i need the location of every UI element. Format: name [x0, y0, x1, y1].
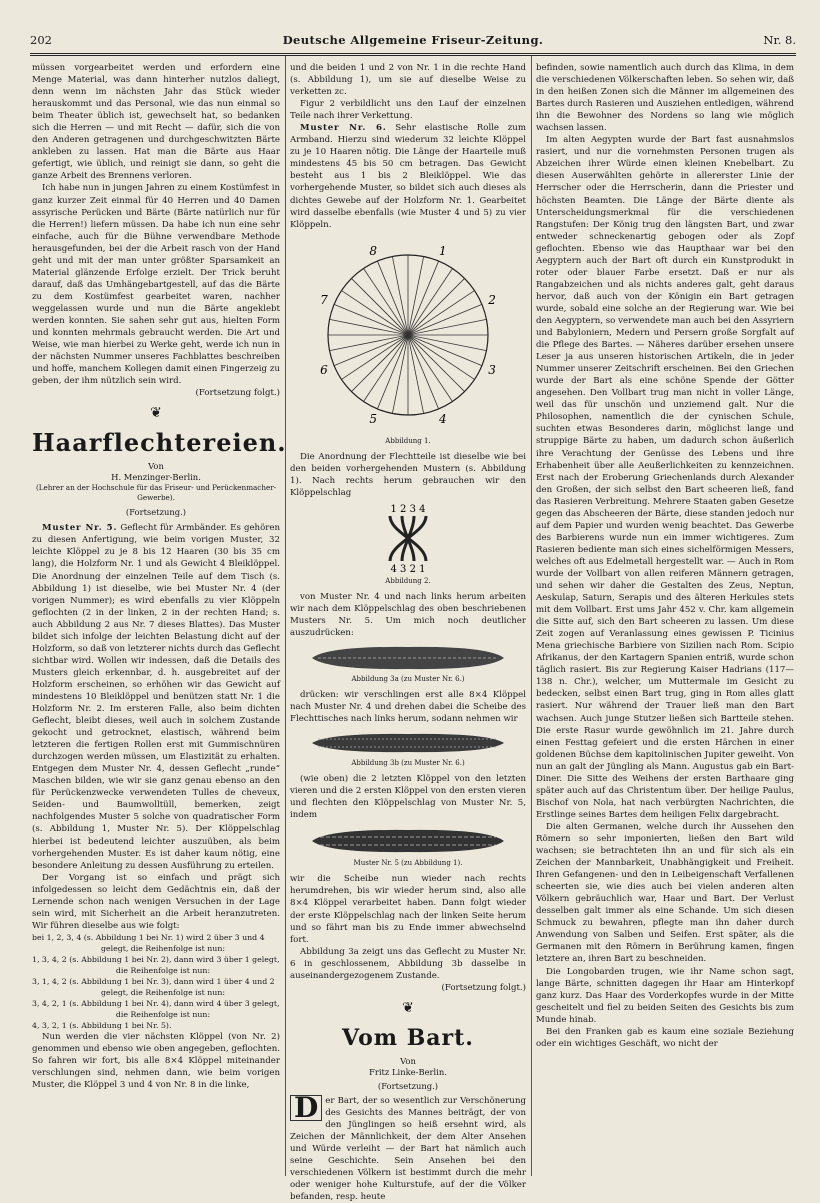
figure-pattern-5-caption: Muster Nr. 5 (zu Abbildung 1).: [353, 859, 463, 868]
ornament-icon: ❦: [150, 405, 162, 422]
paragraph: Die alten Germanen, welche durch ihr Aussehen den Römern so sehr imponierten, ließen den Bart wild wachsen; sie betrachteten ihn an und für sich als ein Zeichen der Mannbarkeit, Unabhängigkeit und Freiheit. Ihren Gefangenen- und den in Leibeigenschaft Verfallenen scheerten sie, wie dies auch bei vielen anderen alten Völkern gebräuchlich war, Haar und Bart. Der Verlust desselben galt immer als eine Schande. Um sich diesen Schmuck zu bewahren, pflegte man ihn daher durch Anwendung von Salben und Seifen. Erst später, als die Germanen mit den Römern in Berührung kamen, fingen letztere an, ihren Bart zu beschneiden.: [536, 821, 794, 965]
pattern-label: Muster Nr. 6.: [300, 123, 387, 134]
paragraph: befinden, sowie namentlich auch durch das Klima, in dem die verschiedenen Völkerschaften leben. So sehen wir, daß in den heißen Zonen sich die Männer im allgemeinen des Bartes durch Rasieren und Ausziehen entledigen, während ihn die Bewohner des Nordens so lang wie möglich wachsen lassen.: [536, 63, 794, 134]
figure-3b-caption: Abbildung 3b (zu Muster Nr. 6.): [351, 759, 465, 768]
paragraph: Abbildung 3a zeigt uns das Geflecht zu Muster Nr. 6 in geschlossenem, Abbildung 3b dasselbe in auseinandergezogenem Zustande.: [290, 946, 526, 981]
article-title-haarflechtereien: Haarflechtereien.: [32, 428, 287, 458]
figure-3a-braid-closed: [308, 643, 508, 673]
byline-von: Von: [400, 1055, 416, 1066]
step: 3, 4, 2, 1 (s. Abbildung 1 bei Nr. 4), dann wird 4 über 3 gelegt,: [32, 998, 280, 1008]
paragraph: (wie oben) die 2 letzten Klöppel von den letzten vieren und die 2 ersten Klöppel von den ersten vieren und flechten den Klöppelschlag von Muster Nr. 5, indem: [290, 774, 526, 821]
paragraph: Im alten Aegypten wurde der Bart fast ausnahmslos rasiert, und nur die vornehmsten Personen trugen als Abzeichen ihrer Würde einen kleinen Knebelbart. Zu diesen Auserwählten gehörte in allererster Linie der Herrscher oder die Herrscherin, dann die Priester und höchsten Beamten. Die Länge der Bärte diente als Unterscheidungsmerkmal für die verschiedenen Rangstufen: Der König trug den längsten Bart, und zwar entweder schneckenartig gebogen oder als Zopf geflochten. Ebenso wie das Haupthaar war bei den Aegyptern auch der Bart oft durch ein Kunstprodukt in roter oder blauer Farbe ersetzt. Daß er nur als Rangabzeichen und als nichts anderes galt, geht daraus hervor, daß auch von der Königin ein Bart getragen wurde, sobald eine solche an der Regierung war. Wie bei den Aegyptern, so verwendete man auch bei den Assyriern und Babyloniern, Medern und Persern große Sorgfalt auf die Pflege des Bartes. — Näheres darüber ersehen unsere Leser ja aus unseren historischen Artikeln, die in jeder Nummer unserer Zeitschrift erscheinen. Bei den Griechen wurde der Bart als eine schöne Spende der Götter angesehen. Den Vollbart trug man nicht in voller Länge, weil das für unschön und unziemend galt. Nur die Philosophen, namentlich die der cynischen Schule, suchten etwas Besonderes darin, möglichst lange und struppige Bärte zu haben, um dadurch schon äußerlich ihre Verachtung der Genüsse des Lebens und ihre Erhabenheit über alle Aeußerlichkeiten zu kennzeichnen. Erst nach der Eroberung Griechenlands durch Alexander den Großen, der sich selbst den Bart scheeren ließ, fand das Rasieren Verbreitung. Mehrere Staaten gaben Gesetze gegen das Abscheeren der Bärte, diese standen jedoch nur auf dem Papier und wurden wenig beachtet. Das Gewerbe des Barbierens wurde nun ein immer wichtigeres. Zum Rasieren bediente man sich eines sichelförmigen Messers, welches oft aus Edelmetall hergestellt war. — Auch in Rom wurde der Vollbart von allen reiferen Männern getragen, und sehen wir daher die Gestalten des Zeus, Neptun, Aeskulap, Saturn, Serapis und des älteren Herkules stets mit dem Vollbart. Erst ums Jahr 452 v. Chr. kam allgemein die Sitte auf, sich den Bart scheeren zu lassen. Um diese Zeit zogen auf Veranlassung eines gewissen P. Ticinius Mena griechische Barbiere von Sizilien nach Rom. Scipio Afrikanus, der den Kartagern Spanien entriß, wurde schon täglich rasiert. Bis zur Regierung Kaiser Hadrians (117—138 n. Chr.), welcher, um Muttermale im Gesicht zu bedecken, selbst einen Bart trug, ging in Rom alles glatt rasiert. Nur während der Trauer ließ man den Bart wachsen. Auch junge Stutzer ließen sich Bartteile stehen. Die erste Rasur wurde gewöhnlich im 21. Jahre durch einen Festtag gefeiert und die ersten Härchen in einer goldenen Büchse dem kapitolinischen Jupiter geweiht. Von nun an galt der Jüngling als Mann. Augustus gab ein Bart-Diner. Die Sitte des Weihens der ersten Barthaare ging später auch auf das Christentum über. Der heilige Paulus, Bischof von Nola, hat nach verbürgten Nachrichten, die Erstlinge seines Bartes dem heiligen Felix dargebracht.: [536, 135, 794, 820]
step: 1, 3, 4, 2 (s. Abbildung 1 bei Nr. 2), dann wird 3 über 1 gelegt,: [32, 954, 280, 964]
paragraph: Die Anordnung der Flechtteile ist dieselbe wie bei den beiden vorhergehenden Mustern (s. Abbildung 1). Nach rechts herum gebrauchen wir den Klöppelschlag: [290, 451, 526, 498]
page-header: [30, 30, 796, 50]
figure-3b-braid-open: [308, 729, 508, 757]
figure-1-caption: Abbildung 1.: [385, 436, 431, 445]
figure-3a-caption: Abbildung 3a (zu Muster Nr. 6.): [351, 675, 465, 684]
column-rule-2: [531, 56, 532, 1176]
paragraph: müssen vorgearbeitet werden und erfordern eine Menge Material, was dann hinterher nutzlos daliegt, denn wenn im nächsten Jahr das Stück wieder herauskommt und das Personal, wie das nun einmal so beim Theater üblich ist, gewechselt hat, so bedanken sich die Herren — und mit Recht — dafür, sich die von den Anderen getragenen und durchgeschwitzten Bärte ankleben zu lassen. Hat man die Bärte aus Haar gefertigt, wie üblich, und reinigt sie dann, so geht die ganze Arbeit des Brennens verloren.: [32, 63, 280, 182]
wheel-group-label: 7: [320, 292, 328, 307]
header-rule-2: [30, 55, 796, 56]
paragraph: wir die Scheibe nun wieder nach rechts herumdrehen, bis wir wieder herum sind, also alle 8×4 Klöppel verarbeitet haben. Dann folgt wieder der erste Klöppelschlag nach der linken Seite herum und so fährt man bis zu Ende immer abwechselnd fort.: [290, 874, 526, 945]
paragraph: drücken: wir verschlingen erst alle 8×4 Klöppel nach Muster Nr. 4 und drehen dabei die Scheibe des Flechttisches nach links herum, sodann nehmen wir: [290, 690, 526, 725]
continuation-note: (Fortsetzung folgt.): [441, 982, 526, 993]
paragraph: Die Longobarden trugen, wie ihr Name schon sagt, lange Bärte, schnitten dagegen ihr Haar am Hinterkopf ganz kurz. Das Haar des Vorderkopfes wurde in der Mitte gescheitelt und fiel zu beiden Seiten des Gesichts bis zum Munde hinab.: [536, 966, 794, 1025]
step-continuation: die Reihenfolge ist nun:: [115, 1009, 211, 1019]
figure-2-caption: Abbildung 2.: [385, 576, 431, 585]
byline-von: Von: [148, 461, 164, 472]
figure-2-strand-crossing: [378, 503, 438, 575]
step-continuation: gelegt, die Reihenfolge ist nun:: [101, 943, 225, 953]
paragraph: er Bart, der so wesentlich zur Verschönerung des Gesichts des Mannes beiträgt, der von den Jünglingen so heiß ersehnt wird, als Zeichen der Männlichkeit, der dem Alter Ansehen und Würde verleiht — der Bart hat nämlich auch seine Geschichte. Sein Ansehen bei den verschiedenen Völkern ist bestimmt durch die mehr oder weniger hohe Kulturstufe, auf der die Völker befanden, resp. heute: [290, 1095, 526, 1203]
column-rule-1: [285, 56, 286, 1176]
wheel-group-label: 1: [439, 243, 447, 258]
wheel-group-label: 2: [488, 292, 496, 307]
page-number: 202: [30, 33, 52, 47]
issue-number: Nr. 8.: [763, 33, 796, 47]
continuation-label: (Fortsetzung.): [377, 1080, 439, 1091]
wheel-group-label: 3: [488, 362, 496, 377]
figure-2-bottom-label: 4 3 2 1: [390, 563, 426, 575]
paragraph: Der Vorgang ist so einfach und prägt sich infolgedessen so leicht dem Gedächtnis ein, daß der Lernende schon nach wenigen Versuchen in der Lage sein wird, mit Sicherheit an die Arbeit heranzutreten. Wir führen dieselbe aus wie folgt:: [32, 872, 280, 931]
author-name: Fritz Linke-Berlin.: [369, 1066, 447, 1077]
continuation-note: (Fortsetzung folgt.): [195, 388, 280, 399]
paragraph: Figur 2 verbildlicht uns den Lauf der einzelnen Teile nach ihrer Verkettung.: [290, 99, 526, 122]
wheel-group-label: 4: [439, 411, 447, 426]
author-note: (Lehrer an der Hochschule für das Friseur- und Perückenmacher-Gewerbe).: [35, 483, 277, 503]
step: 3, 1, 4, 2 (s. Abbildung 1 bei Nr. 3), dann wird 1 über 4 und 2: [32, 976, 275, 986]
wheel-group-label: 6: [320, 362, 328, 377]
figure-pattern-5-braid: [308, 825, 508, 857]
braiding-steps: [32, 932, 280, 1031]
step: 4, 3, 2, 1 (s. Abbildung 1 bei Nr. 5).: [32, 1020, 172, 1030]
step-continuation: die Reihenfolge ist nun:: [115, 965, 211, 975]
figure-1-braiding-wheel: [308, 235, 508, 435]
newspaper-title: Deutsche Allgemeine Friseur-Zeitung.: [282, 33, 544, 47]
drop-cap: D: [290, 1095, 322, 1121]
figure-2-top-label: 1 2 3 4: [390, 503, 426, 515]
column-2: [290, 62, 526, 1203]
wheel-group-label: 5: [369, 411, 377, 426]
author-name: H. Menzinger-Berlin.: [111, 472, 201, 483]
header-rule: [30, 53, 796, 54]
paragraph: Geflecht für Armbänder. Es gehören zu diesen Anfertigung, wie beim vorigen Muster, 32 leichte Klöppel zu je 8 bis 12 Haaren (30 bis 35 cm lang), die Holzform Nr. 1 und als Gewicht 4 Bleiklöppel. Die Anordnung der einzelnen Teile auf dem Tisch (s. Abbildung 1) ist dieselbe, wie bei Muster Nr. 4 (der vorigen Nummer); es wird ebenfalls zu vier Klöppeln geflochten (2 in der linken, 2 in der rechten Hand; s. auch Abbildung 2 aus Nr. 7 dieses Blattes). Das Muster bildet sich infolge der leichten Belastung dicht auf der Holzform, so daß von letzterer nichts durch das Geflecht sichtbar wird. Wollen wir indessen, daß die Details des Musters gleich erkennbar, d. h. ausgebreitet auf der Holzform erscheinen, so erhöhen wir das Gewicht auf mindestens 10 Bleiklöppel und benützen statt Nr. 1 die Holzform Nr. 2. Im ersteren Falle, also beim dichten Geflecht, bleibt dieses, weil auch in solchem Zustande gekocht und getrocknet, elastisch, während beim letzteren die fertigen Rollen erst mit Gummischnüren durchzogen werden müssen, um Elastizität zu erhalten. Entgegen dem Muster Nr. 4, dessen Geflecht „runde“ Maschen bilden, wie wir sie ganz genau ebenso an den für Perückenzwecke verwendeten Tulles de cheveux, Seiden- und Baumwolltüll, bemerken, zeigt nachfolgendes Muster 5 solche von quadratischer Form (s. Abbildung 1, Muster Nr. 5). Der Klöppelschlag hierbei ist bedeutend leichter auszuüben, als beim vorhergehenden Muster. Es ist daher kaum nötig, eine besondere Anleitung zu dessen Ausführung zu erteilen.: [32, 523, 280, 871]
article-title-vom-bart: Vom Bart.: [342, 1024, 474, 1051]
paragraph: Nun werden die vier nächsten Klöppel (von Nr. 2) genommen und ebenso wie oben angegeben, geflochten. So fahren wir fort, bis alle 8×4 Klöppel miteinander verschlungen sind, nehmen dann, wie beim vorigen Muster, die Klöppel 3 und 4 von Nr. 8 in die linke,: [32, 1031, 280, 1091]
wheel-group-label: 8: [369, 243, 377, 258]
paragraph: Ich habe nun in jungen Jahren zu einem Kostümfest in ganz kurzer Zeit einmal für 40 Herren und 40 Damen assyrische Perücken und Bärte (Bärte natürlich nur für die Herren!) liefern müssen. Da habe ich nun eine sehr einfache, auch für die Bühne verwendbare Methode herausgefunden, bei der die Arbeit rasch von der Hand geht und mit der man unter größter Sparsamkeit an Material glänzende Erfolge erzielt. Der Trick beruht darauf, daß das Umhängebartgestell, auf das die Bärte zu dem Kostümfest gearbeitet waren, nachher weggelassen wurde und nun die Bärte angeklebt werden konnten. Sie sahen sehr gut aus, hielten Form und konnten mehrmals gebraucht werden. Die Art und Weise, wie man hierbei zu Werke geht, werde ich nun in der nächsten Nummer unseres Fachblattes beschreiben und hoffe, manchem Kollegen damit einen Fingerzeig zu geben, der ihm nützlich sein wird.: [32, 183, 280, 387]
paragraph: und die beiden 1 und 2 von Nr. 1 in die rechte Hand (s. Abbildung 1), um sie auf dieselbe Weise zu verketten zc.: [290, 63, 526, 98]
paragraph: Sehr elastische Rolle zum Armband. Hierzu sind wiederum 32 leichte Klöppel zu je 10 Haaren nötig. Die Länge der Haarteile muß mindestens 45 bis 50 cm betragen. Das Gewicht besteht aus 1 bis 2 Bleiklöppel. Wie das vorhergehende Muster, so bildet sich auch dieses als dichtes Gewebe auf der Holzform Nr. 1. Gearbeitet wird dasselbe ebenfalls (wie Muster 4 und 5) zu vier Klöppeln.: [290, 123, 526, 230]
pattern-label: Muster Nr. 5.: [42, 523, 118, 534]
step: bei 1, 2, 3, 4 (s. Abbildung 1 bei Nr. 1) wird 2 über 3 und 4: [32, 932, 265, 942]
column-3: [536, 62, 794, 1172]
continuation-label: (Fortsetzung.): [125, 507, 187, 518]
paragraph: Bei den Franken gab es kaum eine soziale Beziehung oder ein wichtiges Geschäft, wo nicht der: [536, 1026, 794, 1049]
column-1: [32, 62, 287, 1172]
ornament-icon: ❦: [402, 999, 414, 1016]
paragraph: von Muster Nr. 4 und nach links herum arbeiten wir nach dem Klöppelschlag des oben beschriebenen Musters Nr. 5. Um mich noch deutlicher auszudrücken:: [290, 591, 526, 638]
step-continuation: gelegt, die Reihenfolge ist nun:: [101, 987, 225, 997]
